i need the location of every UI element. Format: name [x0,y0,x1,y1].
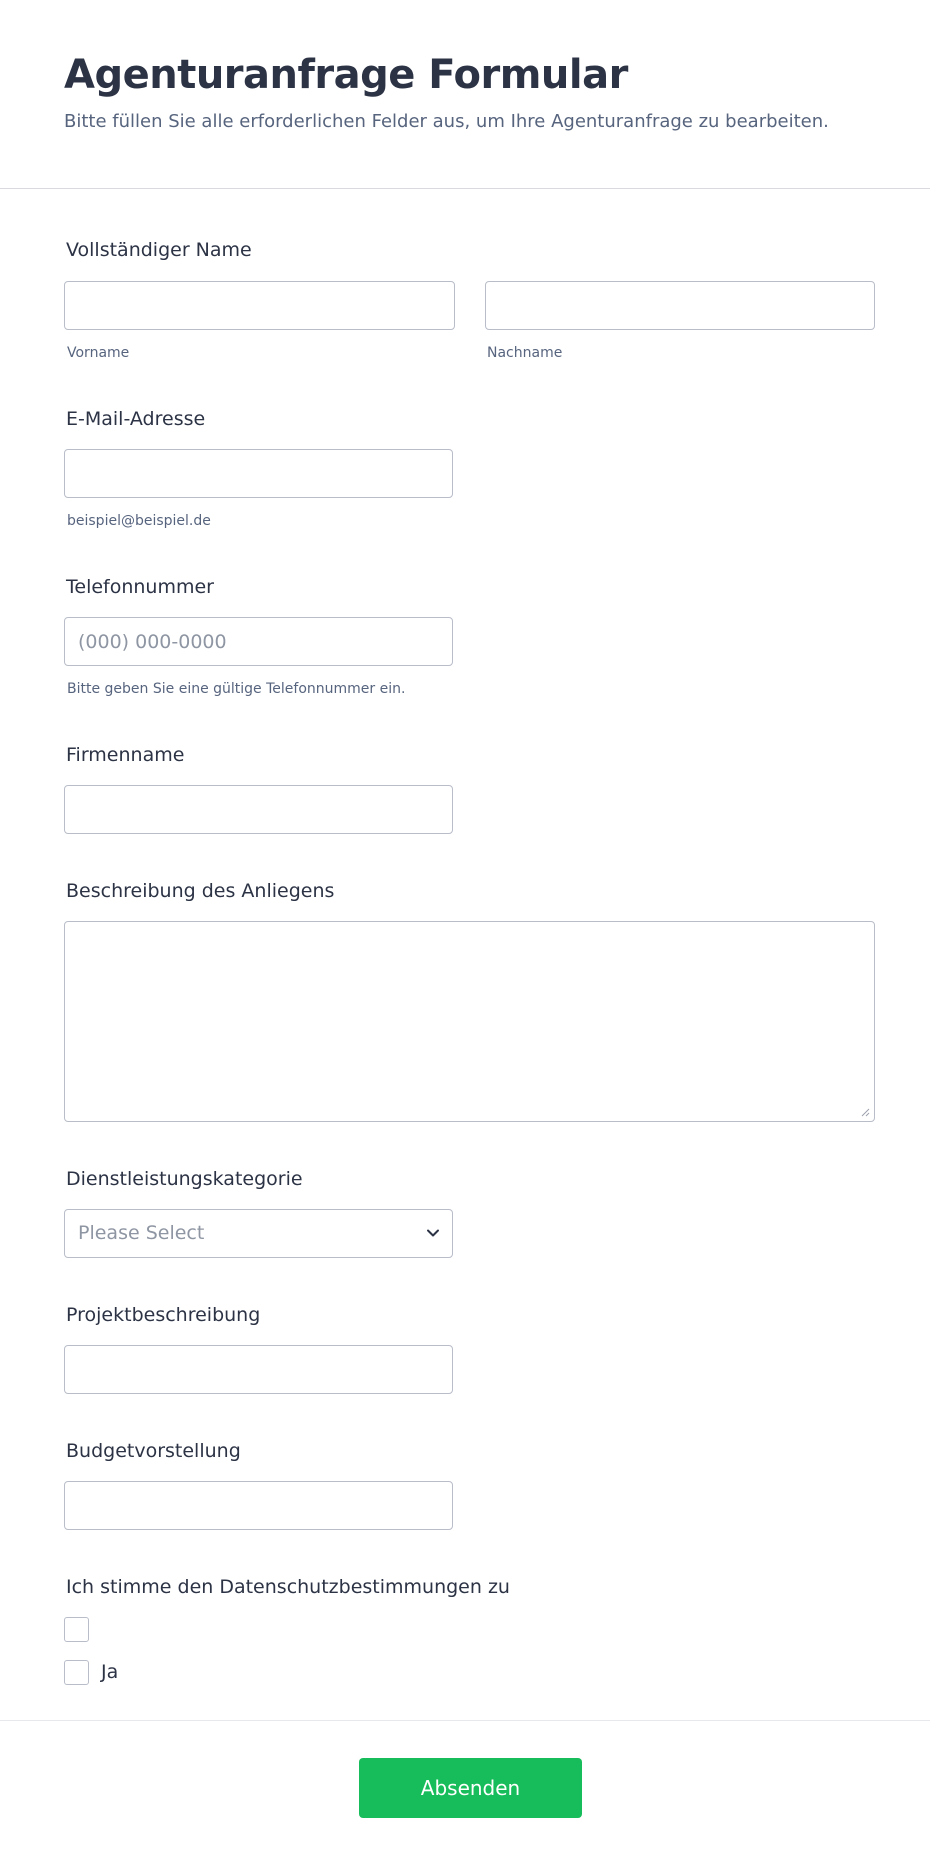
footer-divider [0,1720,930,1721]
project-description-input[interactable] [64,1345,453,1394]
company-label: Firmenname [66,744,185,766]
email-sublabel: beispiel@beispiel.de [67,513,211,529]
email-label: E-Mail-Adresse [66,408,206,430]
phone-sublabel: Bitte geben Sie eine gültige Telefonnummer ein. [67,681,406,697]
service-category-select[interactable] [64,1209,453,1258]
description-label: Beschreibung des Anliegens [66,880,335,902]
privacy-checkbox-empty[interactable] [64,1617,89,1642]
service-category-label: Dienstleistungskategorie [66,1168,303,1190]
privacy-option-label-ja[interactable]: Ja [101,1661,119,1683]
project-description-label: Projektbeschreibung [66,1304,261,1326]
resize-grip-icon[interactable] [861,1108,870,1117]
full-name-label: Vollständiger Name [66,239,252,261]
phone-label: Telefonnummer [66,576,214,598]
email-input[interactable] [64,449,453,498]
last-name-input[interactable] [485,281,875,330]
page-title: Agenturanfrage Formular [64,52,628,98]
first-name-sublabel: Vorname [67,345,130,361]
company-input[interactable] [64,785,453,834]
submit-button[interactable]: Absenden [359,1758,582,1818]
privacy-label: Ich stimme den Datenschutzbestimmungen zu [66,1576,510,1598]
phone-input[interactable] [64,617,453,666]
first-name-input[interactable] [64,281,455,330]
last-name-sublabel: Nachname [487,345,563,361]
description-textarea[interactable] [64,921,875,1122]
select-value: Please Select [78,1222,205,1244]
budget-label: Budgetvorstellung [66,1440,241,1462]
budget-input[interactable] [64,1481,453,1530]
chevron-down-icon [426,1226,440,1240]
form-header [0,0,930,189]
privacy-checkbox-ja[interactable] [64,1660,89,1685]
page-subtitle: Bitte füllen Sie alle erforderlichen Felder aus, um Ihre Agenturanfrage zu bearbeiten. [64,111,829,132]
